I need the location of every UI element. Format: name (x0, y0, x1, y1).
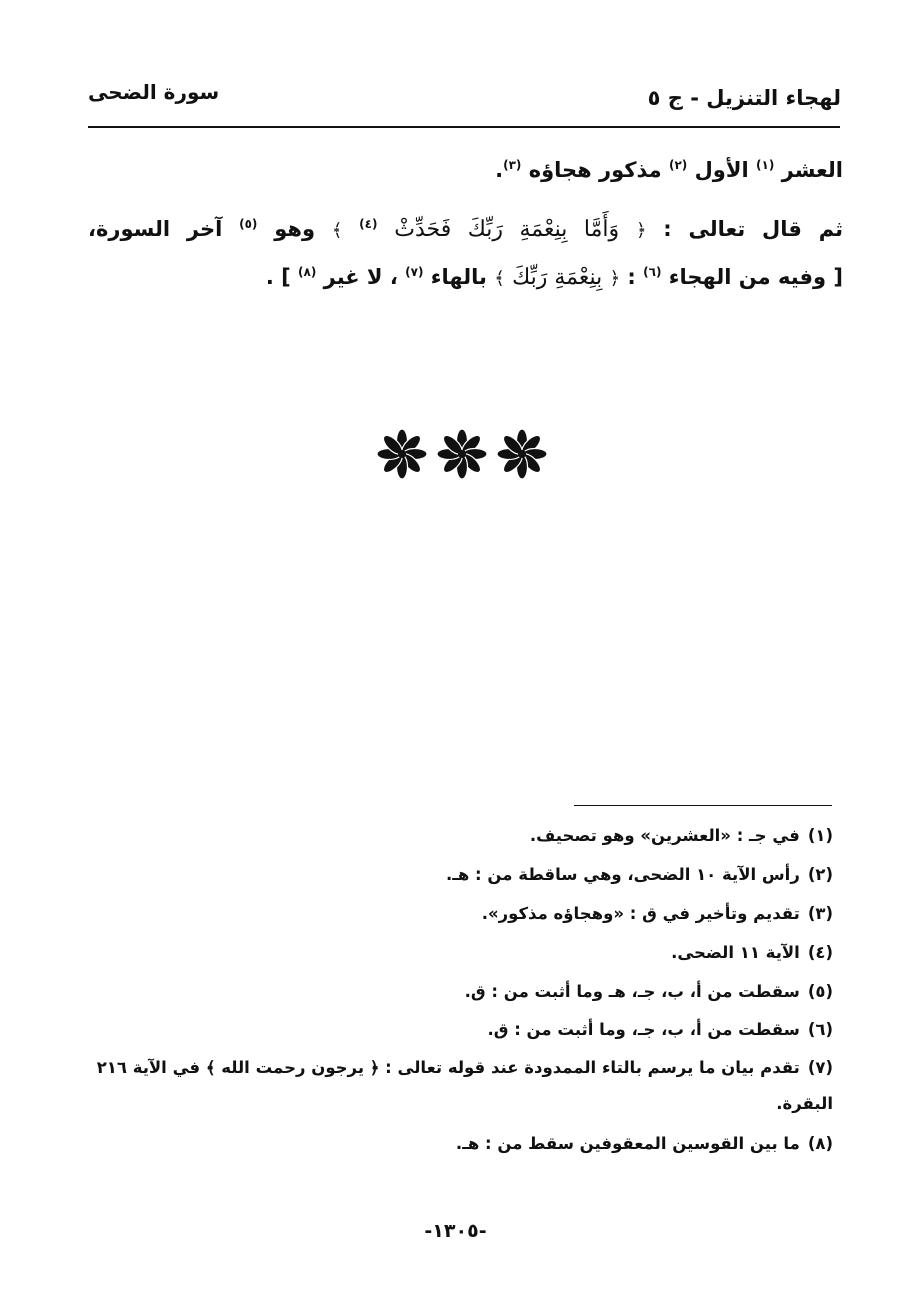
footnote-ref-1[interactable]: (١) (756, 158, 775, 172)
footnote-number: (١) (807, 826, 833, 845)
text-segment: ثم قال تعالى : (663, 217, 844, 241)
quran-verse: وَأَمَّا بِنِعْمَةِ رَبِّكَ فَحَدِّثْ (394, 217, 620, 242)
text-segment: بالهاء (430, 265, 487, 289)
text-segment: العشر (781, 158, 843, 182)
quran-bracket-close-icon: ﴾ (331, 220, 343, 241)
footnote-1 (530, 826, 833, 845)
footnote-8 (456, 1134, 833, 1153)
header-divider (88, 126, 840, 128)
text-segment: مذكور هجاؤه (528, 158, 662, 182)
footnote-ref-4[interactable]: (٤) (359, 217, 378, 231)
footnote-ref-3[interactable]: (٣) (503, 158, 522, 172)
flower-asterisk-icon (436, 428, 488, 480)
footnote-ref-8[interactable]: (٨) (298, 265, 317, 279)
text-segment: ] . (265, 265, 291, 289)
footnote-ref-6[interactable]: (٦) (643, 265, 662, 279)
footnote-text: تقديم وتأخير في ق : «وهجاؤه مذكور». (481, 904, 800, 923)
page-number: -١٣٠٥- (424, 1220, 487, 1242)
body-line-3 (266, 265, 843, 290)
footnote-text: سقطت من أ، ب، جـ، وما أثبت من : ق. (487, 1020, 800, 1039)
quran-bracket-open-icon: ﴿ (635, 220, 647, 241)
footnote-text: الآية ١١ الضحى. (671, 943, 800, 962)
footnote-ref-2[interactable]: (٢) (668, 158, 688, 172)
footnote-text: في جـ : «العشرين» وهو تصحيف. (529, 826, 800, 845)
body-line-2 (88, 217, 843, 242)
text-segment: . (495, 158, 504, 182)
text-segment: وهو (274, 217, 315, 241)
text-segment: آخر السورة، (88, 217, 223, 241)
footnote-ref-5[interactable]: (٥) (239, 217, 258, 231)
footnote-2 (446, 865, 833, 884)
text-segment: الأول (694, 158, 749, 182)
footnote-text: تقدم بيان ما يرسم بالتاء الممدودة عند قوله تعالى : ﴿ يرجون رحمت الله ﴾ في الآية ٢١٦ البقرة. (96, 1058, 833, 1113)
section-ornament (376, 428, 548, 488)
footnote-ref-7[interactable]: (٧) (405, 265, 424, 279)
footnote-6 (487, 1020, 833, 1039)
footnote-4 (671, 943, 833, 962)
footnote-number: (٨) (807, 1134, 833, 1153)
text-segment: : (627, 265, 636, 289)
footnote-number: (٤) (807, 943, 833, 962)
text-segment: [ وفيه من الهجاء (668, 265, 843, 289)
quran-bracket-open-icon: ﴿ (609, 268, 621, 289)
footnote-text: رأس الآية ١٠ الضحى، وهي ساقطة من : هـ. (445, 865, 800, 884)
flower-asterisk-icon (496, 428, 548, 480)
footnote-3 (482, 904, 833, 923)
footnote-text: ما بين القوسين المعقوفين سقط من : هـ. (455, 1134, 800, 1153)
footnote-number: (٢) (807, 865, 833, 884)
flower-asterisk-icon (376, 428, 428, 480)
footnote-number: (٥) (807, 982, 833, 1001)
body-line-1 (495, 158, 843, 182)
footnote-number: (٦) (807, 1020, 833, 1039)
text-segment: ، لا غير (323, 265, 398, 289)
footnote-7 (76, 1050, 833, 1122)
footnote-divider (574, 805, 832, 806)
footnote-text: سقطت من أ، ب، جـ، هـ وما أثبت من : ق. (464, 982, 800, 1001)
running-header-book-title: لهجاء التنزيل - ج ٥ (647, 86, 841, 110)
quran-verse: بِنِعْمَةِ رَبِّكَ (512, 265, 603, 290)
footnote-number: (٧) (807, 1058, 833, 1077)
footnote-number: (٣) (807, 904, 833, 923)
running-header-surah-name: سورة الضحى (88, 80, 220, 104)
footnote-5 (465, 982, 833, 1001)
quran-bracket-close-icon: ﴾ (494, 268, 505, 289)
